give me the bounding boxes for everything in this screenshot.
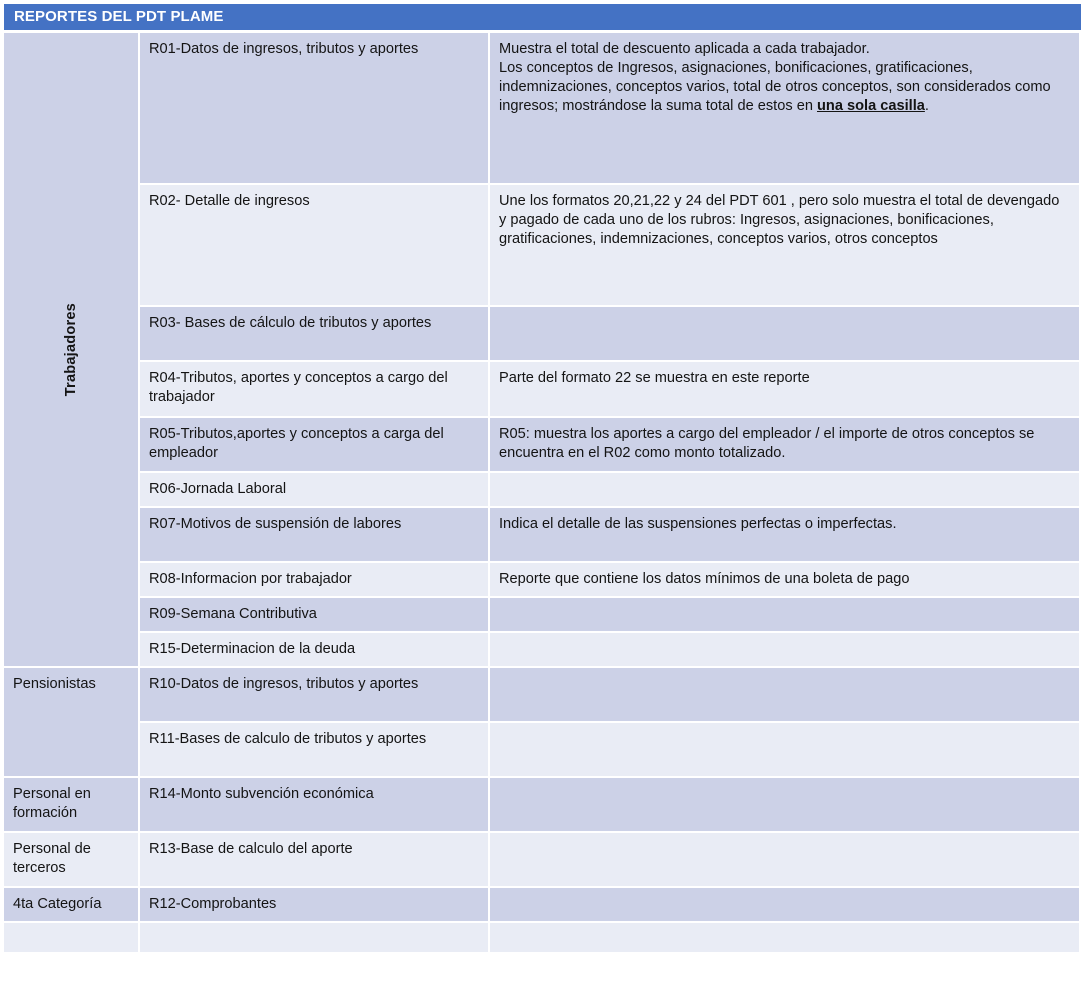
report-name-r11: R11-Bases de calculo de tributos y aportes [140, 723, 490, 778]
report-description-r04: Parte del formato 22 se muestra en este reporte [490, 362, 1081, 418]
category-label-trabajadores: Trabajadores [62, 302, 79, 397]
desc-line-3: . [924, 97, 929, 114]
report-name-r13: R13-Base de calculo del aporte [140, 833, 490, 888]
desc-line-1: Muestra el total de descuento aplicada a cada trabajador. [499, 41, 870, 57]
report-description-r02: Une los formatos 20,21,22 y 24 del PDT 601 , pero solo muestra el total de devengado y pagado de cada uno de los rubros: Ingresos, asignaciones, bonificaciones, gratificaciones, indemnizaciones, conceptos varios, otros conceptos [490, 185, 1081, 307]
report-description-r11 [490, 723, 1081, 778]
category-cell-personal-en-formacion: Personal en formación [4, 778, 140, 833]
report-name-r15: R15-Determinacion de la deuda [140, 633, 490, 668]
table-row [4, 633, 1081, 668]
report-name-empty [140, 923, 490, 954]
category-cell-trabajadores [4, 33, 140, 668]
table-row [4, 723, 1081, 778]
report-description-r09 [490, 598, 1081, 633]
report-description-r05: R05: muestra los aportes a cargo del empleador / el importe de otros conceptos se encuentra en el R02 como monto totalizado. [490, 418, 1081, 473]
report-description-r10 [490, 668, 1081, 723]
table-row [4, 473, 1081, 508]
report-description-r06 [490, 473, 1081, 508]
table-row [4, 598, 1081, 633]
desc-emphasis: una sola casilla [817, 97, 925, 114]
category-cell-4ta-categoria: 4ta Categoría [4, 888, 140, 923]
report-description-r12 [490, 888, 1081, 923]
report-name-r03: R03- Bases de cálculo de tributos y aportes [140, 307, 490, 362]
report-name-r09: R09-Semana Contributiva [140, 598, 490, 633]
report-name-r06: R06-Jornada Laboral [140, 473, 490, 508]
table-row [4, 418, 1081, 473]
report-description-r15 [490, 633, 1081, 668]
table-row [4, 833, 1081, 888]
category-cell-personal-de-terceros: Personal de terceros [4, 833, 140, 888]
desc-line-2: Los conceptos de Ingresos, asignaciones, bonificaciones, gratificaciones, indemnizaciones, conceptos varios, total de otros conceptos, son considerados como ingresos; mostrándose la suma total de estos en [499, 59, 1051, 114]
table-row [4, 508, 1081, 563]
report-name-r07: R07-Motivos de suspensión de labores [140, 508, 490, 563]
reports-table [4, 33, 1081, 954]
table-row [4, 778, 1081, 833]
report-name-r02: R02- Detalle de ingresos [140, 185, 490, 307]
page-title: REPORTES DEL PDT PLAME [4, 4, 1081, 30]
report-description-r14 [490, 778, 1081, 833]
report-description-r01 [490, 33, 1081, 185]
report-description-empty [490, 923, 1081, 954]
table-row [4, 362, 1081, 418]
report-name-r05: R05-Tributos,aportes y conceptos a carga del empleador [140, 418, 490, 473]
table-row [4, 307, 1081, 362]
table-row [4, 923, 1081, 954]
report-description-r07: Indica el detalle de las suspensiones perfectas o imperfectas. [490, 508, 1081, 563]
report-name-r08: R08-Informacion por trabajador [140, 563, 490, 598]
report-description-r13 [490, 833, 1081, 888]
report-description-r03 [490, 307, 1081, 362]
report-name-r10: R10-Datos de ingresos, tributos y aportes [140, 668, 490, 723]
report-name-r14: R14-Monto subvención económica [140, 778, 490, 833]
table-row [4, 185, 1081, 307]
table-row [4, 668, 1081, 723]
report-name-r01: R01-Datos de ingresos, tributos y aportes [140, 33, 490, 185]
report-description-r08: Reporte que contiene los datos mínimos de una boleta de pago [490, 563, 1081, 598]
report-name-r12: R12-Comprobantes [140, 888, 490, 923]
table-row [4, 888, 1081, 923]
category-cell-pensionistas: Pensionistas [4, 668, 140, 778]
table-row [4, 33, 1081, 185]
category-cell-empty [4, 923, 140, 954]
table-row [4, 563, 1081, 598]
report-name-r04: R04-Tributos, aportes y conceptos a cargo del trabajador [140, 362, 490, 418]
